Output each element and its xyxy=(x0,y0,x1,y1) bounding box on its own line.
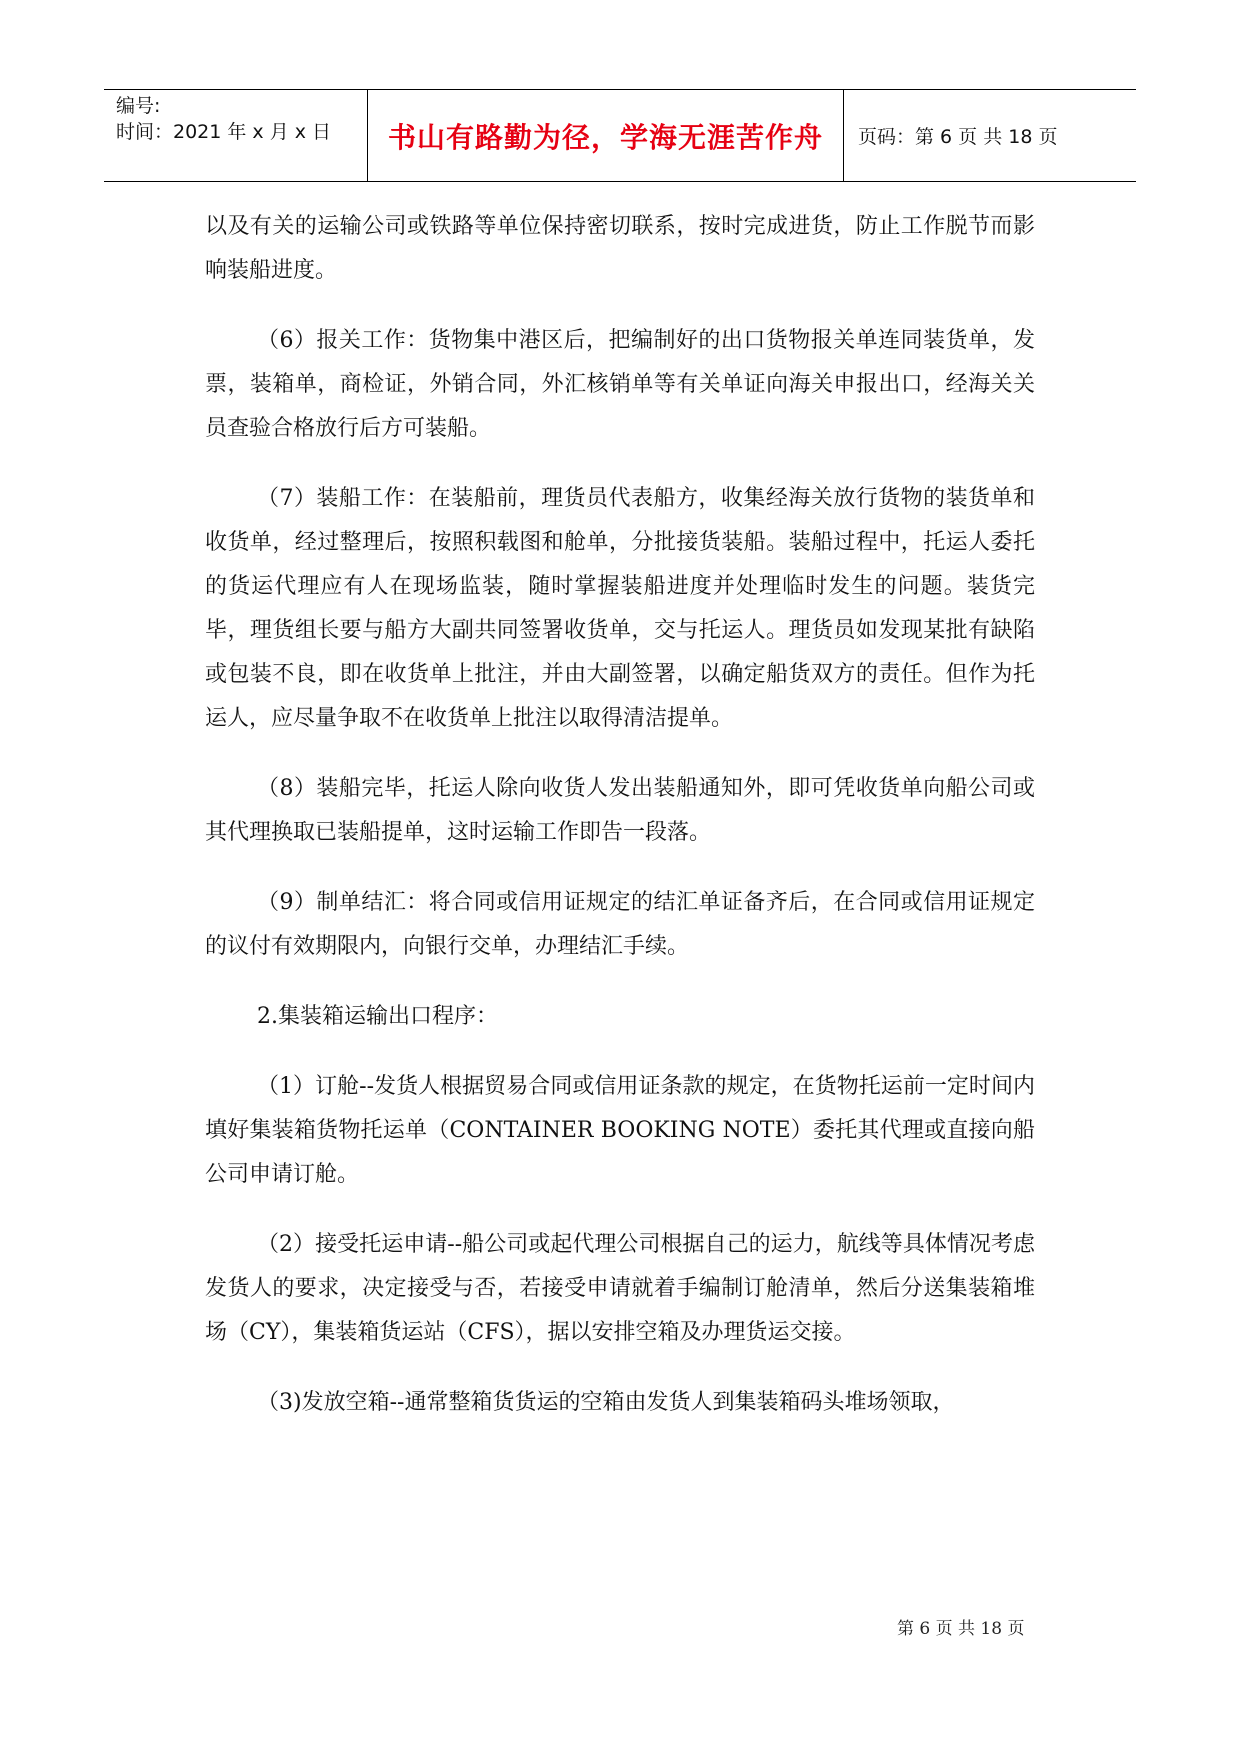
paragraph-loading-work: （7）装船工作：在装船前，理货员代表船方，收集经海关放行货物的装货单和收货单，经过整理后，按照积载图和舱单，分批接货装船。装船过程中，托运人委托的货运代理应有人在现场监装，随时掌握装船进度并处理临时发生的问题。装货完毕，理货组长要与船方大副共同签署收货单，交与托运人。理货员如发现某批有缺陷或包装不良，即在收货单上批注，并由大副签署，以确定船货双方的责任。但作为托运人，应尽量争取不在收货单上批注以取得清洁提单。 xyxy=(205,486,1035,731)
section-heading-container-export: 2.集装箱运输出口程序： xyxy=(257,1004,498,1029)
paragraph-continuation: 以及有关的运输公司或铁路等单位保持密切联系，按时完成进货，防止工作脱节而影响装船进度。 xyxy=(205,214,1035,283)
time-label: 时间：2021 年 x 月 x 日 xyxy=(116,121,332,143)
paragraph-booking: （1）订舱--发货人根据贸易合同或信用证条款的规定，在货物托运前一定时间内填好集装箱货物托运单（CONTAINER BOOKING NOTE）委托其代理或直接向船公司申请订舱。 xyxy=(205,1074,1035,1187)
serial-label: 编号: xyxy=(116,95,161,117)
header-meta xyxy=(104,90,368,181)
page-footer: 第 6 页 共 18 页 xyxy=(897,1619,1025,1639)
paragraph-settlement: （9）制单结汇：将合同或信用证规定的结汇单证备齐后，在合同或信用证规定的议付有效期限内，向银行交单，办理结汇手续。 xyxy=(205,890,1035,959)
body-text xyxy=(205,205,1035,1451)
paragraph-customs-declaration: （6）报关工作：货物集中港区后，把编制好的出口货物报关单连同装货单，发票，装箱单，商检证，外销合同，外汇核销单等有关单证向海关申报出口，经海关关员查验合格放行后方可装船。 xyxy=(205,328,1035,441)
paragraph-empty-container: （3)发放空箱--通常整箱货货运的空箱由发货人到集装箱码头堆场领取， xyxy=(257,1390,955,1415)
paragraph-accept-application: （2）接受托运申请--船公司或起代理公司根据自己的运力，航线等具体情况考虑发货人的要求，决定接受与否，若接受申请就着手编制订舱清单，然后分送集装箱堆场（CY），集装箱货运站（CFS），据以安排空箱及办理货运交接。 xyxy=(205,1232,1035,1345)
header-motto-cell xyxy=(368,90,844,181)
header-page-label: 页码：第 6 页 共 18 页 xyxy=(858,126,1058,148)
header-motto: 书山有路勤为径，学海无涯苦作舟 xyxy=(387,120,823,154)
header-page-cell xyxy=(844,90,1136,181)
page-header xyxy=(104,89,1136,182)
paragraph-loading-complete: （8）装船完毕，托运人除向收货人发出装船通知外，即可凭收货单向船公司或其代理换取已装船提单，这时运输工作即告一段落。 xyxy=(205,776,1035,845)
